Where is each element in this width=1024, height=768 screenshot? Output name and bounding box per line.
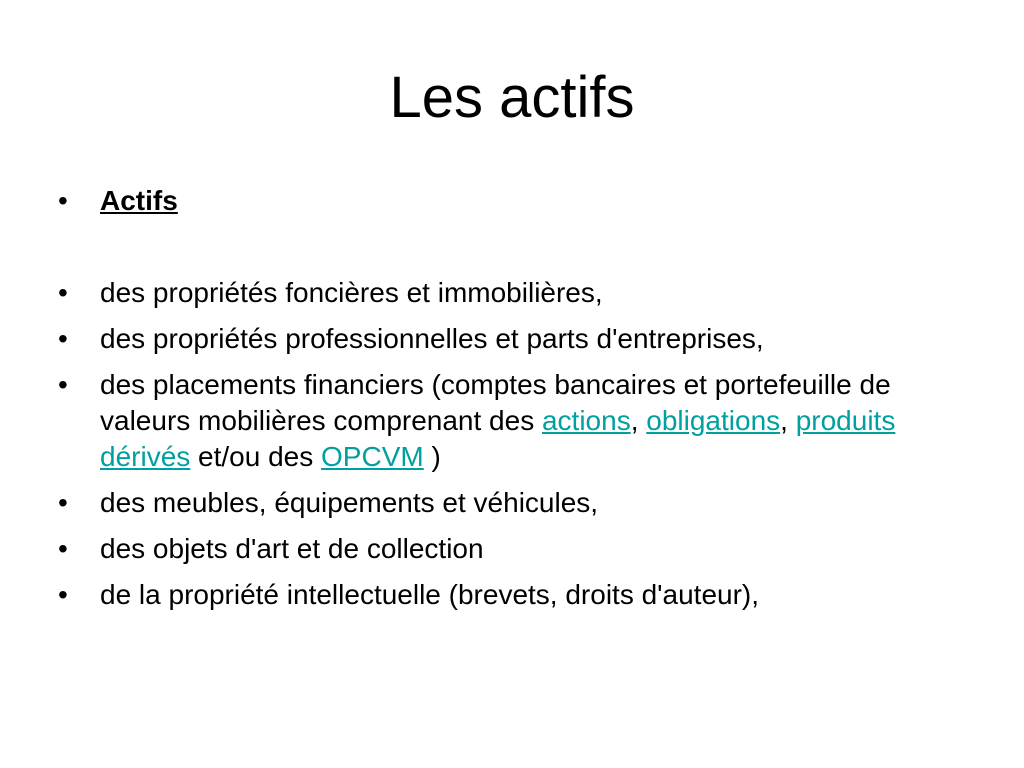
connector-text: et/ou des xyxy=(190,441,322,472)
bullet-item-placements xyxy=(58,367,978,475)
bullet-marker: • xyxy=(58,533,68,564)
bullet-item xyxy=(58,321,978,357)
bullet-item xyxy=(58,275,978,311)
bullet-list xyxy=(58,183,978,623)
separator: , xyxy=(630,405,647,436)
bullet-item xyxy=(58,577,978,613)
link-actions[interactable]: actions xyxy=(541,405,631,436)
bullet-text: des propriétés professionnelles et parts d'entreprises, xyxy=(100,323,764,354)
bullet-marker: • xyxy=(58,487,68,518)
bullet-item xyxy=(58,531,978,567)
bullet-text: des propriétés foncières et immobilières, xyxy=(100,277,603,308)
bullet-item xyxy=(58,485,978,521)
bullet-text: des placements financiers (comptes bancaires et portefeuille de valeurs mobilières comprenant des xyxy=(100,369,891,436)
bullet-marker: • xyxy=(58,277,68,308)
link-produits-derives[interactable]: produits dérivés xyxy=(100,405,896,472)
bullet-text: des objets d'art et de collection xyxy=(100,533,484,564)
bullet-text: des meubles, équipements et véhicules, xyxy=(100,487,599,518)
bullet-marker: • xyxy=(58,369,68,400)
bullet-heading xyxy=(58,183,978,219)
heading-actifs: Actifs xyxy=(100,185,178,216)
link-obligations[interactable]: obligations xyxy=(646,405,781,436)
bullet-text: de la propriété intellectuelle (brevets, droits d'auteur), xyxy=(100,579,760,610)
separator: , xyxy=(780,405,796,436)
bullet-marker: • xyxy=(58,579,68,610)
link-opcvm[interactable]: OPCVM xyxy=(321,441,424,472)
bullet-marker: • xyxy=(58,323,68,354)
slide-title: Les actifs xyxy=(389,65,635,130)
closing-text: ) xyxy=(423,441,441,472)
bullet-marker: • xyxy=(58,185,68,216)
